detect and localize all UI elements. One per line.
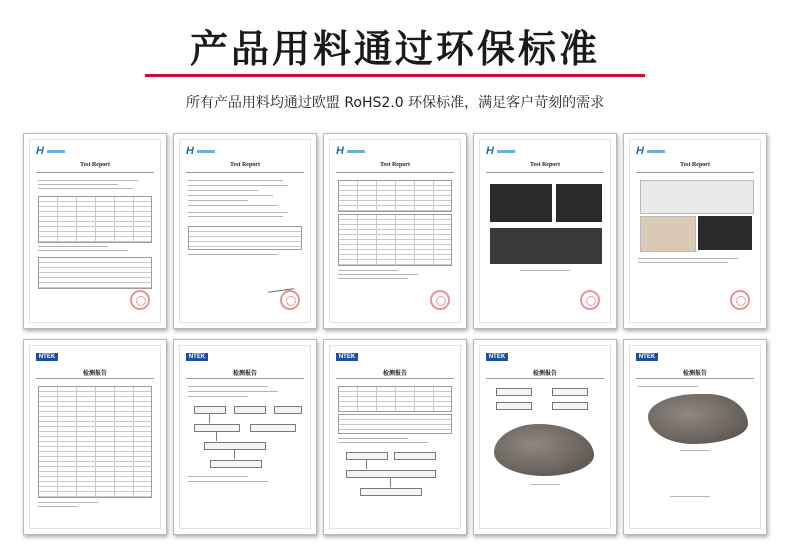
flowchart-step: [496, 402, 532, 410]
flowchart-step: [394, 452, 436, 460]
results-table: [38, 257, 152, 289]
certificate-4: [473, 133, 617, 329]
certificate-2: [173, 133, 317, 329]
red-seal-stamp: [580, 290, 600, 310]
certificate-heading: 检测报告: [382, 371, 407, 377]
flowchart-step: [360, 488, 422, 496]
results-table: [338, 386, 452, 412]
certificate-heading: 检测报告: [232, 371, 257, 377]
ntek-logo-icon: NTEK: [486, 353, 508, 361]
hk-logo-icon: H: [486, 146, 515, 156]
flowchart-step: [552, 388, 588, 396]
certificate-7: [173, 339, 317, 535]
certificate-heading: Test Report: [680, 162, 710, 168]
sample-photo: [698, 216, 752, 250]
red-seal-stamp: [730, 290, 750, 310]
flowchart-step: [210, 460, 262, 468]
hk-logo-icon: H: [36, 146, 65, 156]
certificate-9: [473, 339, 617, 535]
ntek-logo-icon: NTEK: [636, 353, 658, 361]
hk-logo-icon: H: [336, 146, 365, 156]
sample-photo: [640, 180, 754, 214]
flowchart-step: [194, 424, 240, 432]
hk-logo-icon: H: [636, 146, 665, 156]
certificate-heading: Test Report: [380, 162, 410, 168]
certificate-8: [323, 339, 467, 535]
leather-sample-photo: [494, 424, 594, 476]
results-table: [38, 386, 152, 498]
sample-photo: [490, 184, 552, 222]
page-title: 产品用料通过环保标准: [189, 27, 600, 71]
sample-photo: [640, 216, 696, 252]
flowchart-step: [250, 424, 296, 432]
flowchart-step: [346, 452, 388, 460]
certificate-5: [623, 133, 767, 329]
results-table: [338, 214, 452, 266]
ntek-logo-icon: NTEK: [36, 353, 58, 361]
sample-photo: [556, 184, 602, 222]
flowchart-step: [552, 402, 588, 410]
results-table: [338, 414, 452, 434]
certificate-10: [623, 339, 767, 535]
certificate-6: [23, 339, 167, 535]
ntek-logo-icon: NTEK: [336, 353, 358, 361]
ntek-logo-icon: NTEK: [186, 353, 208, 361]
title-underline: [145, 74, 645, 77]
flowchart-step: [274, 406, 302, 414]
flowchart-step: [194, 406, 226, 414]
certificate-heading: Test Report: [530, 162, 560, 168]
certificate-heading: Test Report: [80, 162, 110, 168]
red-seal-stamp: [430, 290, 450, 310]
certificate-1: [23, 133, 167, 329]
results-table: [188, 226, 302, 250]
certificate-3: [323, 133, 467, 329]
hk-logo-icon: H: [186, 146, 215, 156]
red-seal-stamp: [130, 290, 150, 310]
flowchart-step: [204, 442, 266, 450]
flowchart-step: [496, 388, 532, 396]
red-seal-stamp: [280, 290, 300, 310]
results-table: [38, 196, 152, 243]
leather-sample-photo: [648, 394, 748, 444]
certificate-heading: 检测报告: [82, 371, 107, 377]
flowchart-step: [234, 406, 266, 414]
flowchart-step: [346, 470, 436, 478]
certificate-heading: 检测报告: [682, 371, 707, 377]
certificate-heading: Test Report: [230, 162, 260, 168]
certificate-heading: 检测报告: [532, 371, 557, 377]
page-subtitle: 所有产品用料均通过欧盟 RoHS2.0 环保标准，满足客户苛刻的需求: [185, 95, 605, 111]
sample-photo: [490, 228, 602, 264]
results-table: [338, 180, 452, 212]
